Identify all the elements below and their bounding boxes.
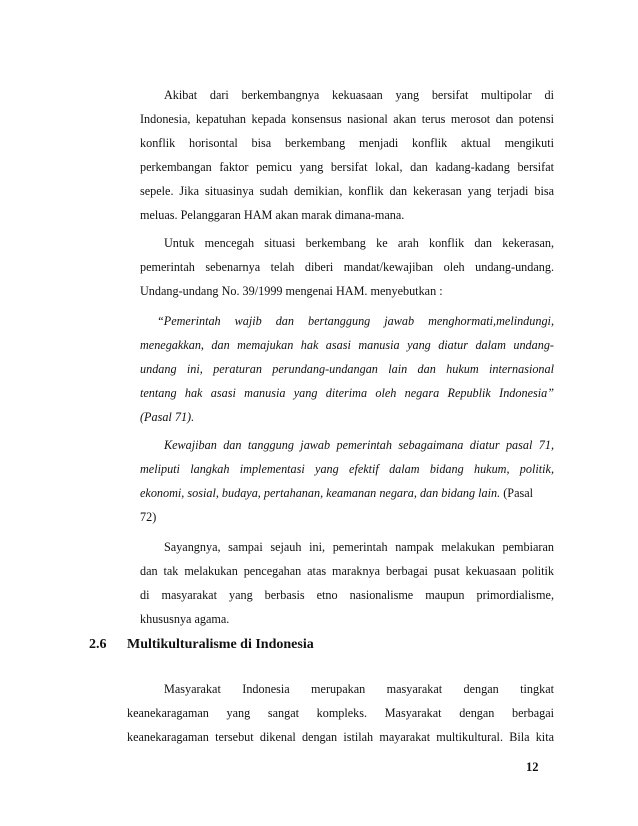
text-line: Akibat dari berkembangnya kekuasaan yang bersifat multipolar di: [164, 88, 554, 102]
text-line: keanekaragaman yang sangat kompleks. Masyarakat dengan berbagai: [127, 706, 554, 720]
quote-line: “Pemerintah wajib dan bertanggung jawab menghormati,melindungi,: [157, 314, 554, 328]
quote-line: undang ini, peraturan perundang-undangan lain dan hukum internasional: [140, 362, 554, 376]
quote-line: menegakkan, dan memajukan hak asasi manusia yang diatur dalam undang-: [140, 338, 554, 352]
text-line: Indonesia, kepatuhan kepada konsensus nasional akan terus merosot dan potensi: [140, 112, 554, 126]
text-line: meliputi langkah implementasi yang efektif dalam bidang hukum, politik,: [140, 462, 554, 476]
text-line: Masyarakat Indonesia merupakan masyarakat dengan tingkat: [164, 682, 554, 696]
italic-span: ekonomi, sosial, budaya, pertahanan, keamanan negara, dan bidang lain.: [140, 486, 501, 500]
quote-line: tentang hak asasi manusia yang diterima oleh negara Republik Indonesia”: [140, 386, 554, 400]
text-line: [140, 485, 533, 501]
text-line: perkembangan faktor pemicu yang bersifat lokal, dan kadang-kadang bersifat: [140, 160, 554, 174]
text-line: Sayangnya, sampai sejauh ini, pemerintah nampak melakukan pembiaran: [164, 540, 554, 554]
text-line: sepele. Jika situasinya sudah demikian, konflik dan kekerasan yang terjadi bisa: [140, 184, 554, 198]
text-line: di masyarakat yang berbasis etno nasionalisme maupun primordialisme,: [140, 588, 554, 602]
section-number: 2.6: [89, 637, 107, 652]
text-line: 72): [140, 510, 157, 524]
text-line: dan tak melakukan pencegahan atas maraknya berbagai pusat kekuasaan politik: [140, 564, 554, 578]
page-number: 12: [526, 760, 539, 774]
text-line: Undang-undang No. 39/1999 mengenai HAM. menyebutkan :: [140, 284, 443, 298]
text-line: keanekaragaman tersebut dikenal dengan istilah mayarakat multikultural. Bila kita: [127, 730, 554, 744]
text-line: pemerintah sebenarnya telah diberi mandat/kewajiban oleh undang-undang.: [140, 260, 554, 274]
text-line: meluas. Pelanggaran HAM akan marak dimana-mana.: [140, 208, 405, 222]
text-line: konflik horisontal bisa berkembang menjadi konflik aktual mengikuti: [140, 136, 554, 150]
normal-span: (Pasal: [500, 486, 534, 500]
text-line: khususnya agama.: [140, 612, 230, 626]
section-title: Multikulturalisme di Indonesia: [127, 637, 314, 652]
text-line: Kewajiban dan tanggung jawab pemerintah sebagaimana diatur pasal 71,: [164, 438, 554, 452]
quote-line: (Pasal 71).: [140, 410, 195, 424]
text-line: Untuk mencegah situasi berkembang ke arah konflik dan kekerasan,: [164, 236, 554, 250]
